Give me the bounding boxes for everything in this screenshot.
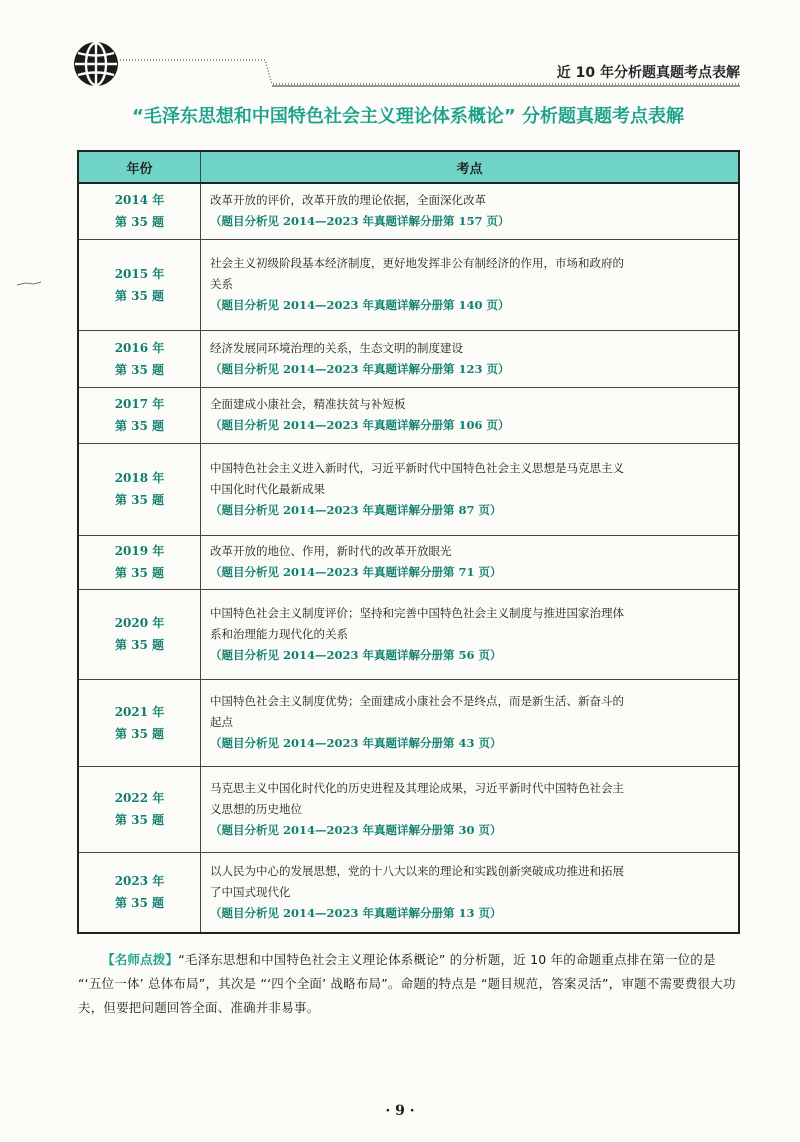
year-cell <box>78 679 201 766</box>
year-label: 2020 年 <box>114 616 165 630</box>
table-row <box>78 239 739 330</box>
page-number: · 9 · <box>385 1103 415 1119</box>
topic-line: 中国特色社会主义进入新时代，习近平新时代中国特色社会主义思想是马克思主义 <box>210 460 624 475</box>
topic-cell <box>201 330 740 387</box>
topic-line: 了中国式现代化 <box>210 884 291 899</box>
page-header <box>0 0 800 100</box>
reference-note: （题目分析见 2014—2023 年真题详解分册第 13 页） <box>210 905 502 920</box>
topic-cell <box>201 852 740 933</box>
page-title: “毛泽东思想和中国特色社会主义理论体系概论” 分析题真题考点表解 <box>132 106 684 127</box>
question-label: 第 35 题 <box>114 362 165 377</box>
exam-topics-table <box>77 150 740 934</box>
year-label: 2014 年 <box>114 193 165 208</box>
table-row <box>78 330 739 387</box>
topic-line: 改革开放的评价，改革开放的理论依据，全面深化改革 <box>210 193 486 208</box>
reference-note: （题目分析见 2014—2023 年真题详解分册第 123 页） <box>210 361 510 376</box>
topic-line: 起点 <box>210 715 233 729</box>
year-label: 2019 年 <box>114 544 165 558</box>
margin-mark <box>16 280 42 288</box>
year-cell <box>78 183 201 239</box>
teacher-tip-paragraph <box>78 948 740 1020</box>
topic-line: 义思想的历史地位 <box>210 801 302 816</box>
column-header-topic: 考点 <box>201 151 740 183</box>
year-label: 2017 年 <box>114 397 165 411</box>
year-cell <box>78 239 201 330</box>
year-label: 2023 年 <box>114 874 165 889</box>
topic-cell <box>201 679 740 766</box>
topic-line: 马克思主义中国化时代化的历史进程及其理论成果，习近平新时代中国特色社会主 <box>210 780 624 795</box>
question-label: 第 35 题 <box>114 493 165 507</box>
topic-line: 改革开放的地位、作用，新时代的改革开放眼光 <box>210 544 452 558</box>
topic-cell <box>201 183 740 239</box>
topic-line: 系和治理能力现代化的关系 <box>210 626 348 641</box>
topic-cell <box>201 387 740 443</box>
year-cell <box>78 387 201 443</box>
topic-line: 中国化时代化最新成果 <box>210 481 325 496</box>
table-row <box>78 852 739 933</box>
year-cell <box>78 766 201 852</box>
table-row <box>78 589 739 679</box>
year-label: 2015 年 <box>114 266 165 281</box>
table-row <box>78 387 739 443</box>
question-label: 第 35 题 <box>114 638 165 652</box>
tip-text: “毛泽东思想和中国特色社会主义理论体系概论” 的分析题，近 10 年的命题重点排在第一位的是 “‘五位一体’ 总体布局”，其次是 “‘四个全面’ 战略布局”。命题的特点是 “题目规范，答案灵活”，审题不需要费很大功夫，但要把问题回答全面、准确并非易事。 <box>78 952 736 1015</box>
question-label: 第 35 题 <box>114 896 165 911</box>
globe-icon <box>72 40 120 88</box>
question-label: 第 35 题 <box>114 813 165 827</box>
year-label: 2021 年 <box>114 704 165 719</box>
topic-line: 以人民为中心的发展思想，党的十八大以来的理论和实践创新突破成功推进和拓展 <box>210 863 624 878</box>
tip-label: 【名师点拨】 <box>102 952 179 967</box>
question-label: 第 35 题 <box>114 419 165 433</box>
running-header-title: 近 10 年分析题真题考点表解 <box>556 65 740 81</box>
reference-note: （题目分析见 2014—2023 年真题详解分册第 56 页） <box>210 647 502 662</box>
reference-note: （题目分析见 2014—2023 年真题详解分册第 87 页） <box>210 502 502 517</box>
year-cell <box>78 443 201 535</box>
reference-note: （题目分析见 2014—2023 年真题详解分册第 71 页） <box>210 565 502 579</box>
reference-note: （题目分析见 2014—2023 年真题详解分册第 157 页） <box>210 214 510 229</box>
year-cell <box>78 852 201 933</box>
topic-line: 中国特色社会主义制度评价；坚持和完善中国特色社会主义制度与推进国家治理体 <box>210 605 624 620</box>
table-row <box>78 443 739 535</box>
table-row <box>78 535 739 589</box>
year-cell <box>78 589 201 679</box>
topic-cell <box>201 766 740 852</box>
reference-note: （题目分析见 2014—2023 年真题详解分册第 140 页） <box>210 298 510 312</box>
column-header-year: 年份 <box>78 151 201 183</box>
year-label: 2016 年 <box>114 340 165 355</box>
reference-note: （题目分析见 2014—2023 年真题详解分册第 43 页） <box>210 736 502 750</box>
table-row <box>78 183 739 239</box>
topic-cell <box>201 239 740 330</box>
topic-cell <box>201 589 740 679</box>
question-label: 第 35 题 <box>114 726 165 741</box>
table-row <box>78 679 739 766</box>
year-label: 2022 年 <box>114 791 165 805</box>
year-cell <box>78 535 201 589</box>
year-label: 2018 年 <box>114 471 165 485</box>
topic-cell <box>201 535 740 589</box>
question-label: 第 35 题 <box>114 566 165 580</box>
topic-line: 经济发展同环境治理的关系，生态文明的制度建设 <box>210 340 463 355</box>
topic-line: 中国特色社会主义制度优势；全面建成小康社会不是终点，而是新生活、新奋斗的 <box>210 694 624 708</box>
table-header-row <box>78 151 739 183</box>
question-label: 第 35 题 <box>114 288 165 303</box>
header-divider-line <box>0 0 800 100</box>
year-cell <box>78 330 201 387</box>
reference-note: （题目分析见 2014—2023 年真题详解分册第 30 页） <box>210 822 502 837</box>
reference-note: （题目分析见 2014—2023 年真题详解分册第 106 页） <box>210 418 510 432</box>
topic-line: 全面建成小康社会，精准扶贫与补短板 <box>210 397 406 411</box>
question-label: 第 35 题 <box>114 215 165 230</box>
table-row <box>78 766 739 852</box>
topic-line: 关系 <box>210 277 233 291</box>
topic-line: 社会主义初级阶段基本经济制度，更好地发挥非公有制经济的作用，市场和政府的 <box>210 256 624 270</box>
topic-cell <box>201 443 740 535</box>
